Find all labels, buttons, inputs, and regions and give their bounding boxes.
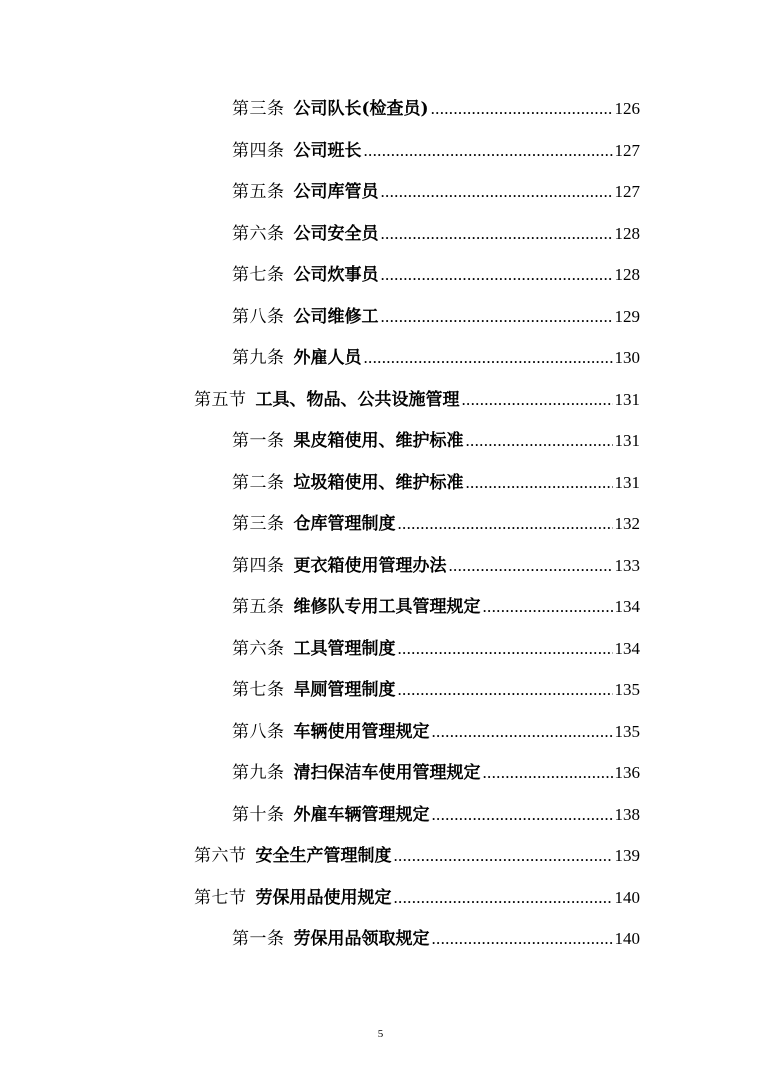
toc-title: 劳保用品使用规定 bbox=[255, 887, 392, 908]
toc-title: 更衣箱使用管理办法 bbox=[293, 555, 447, 576]
toc-number: 第九条 bbox=[232, 763, 285, 783]
toc-page-ref: 131 bbox=[614, 431, 640, 450]
toc-item[interactable] bbox=[232, 173, 640, 203]
toc-number: 第四条 bbox=[232, 140, 285, 161]
toc-item[interactable] bbox=[232, 588, 640, 618]
toc-number: 第六节 bbox=[194, 846, 247, 866]
toc-title: 工具管理制度 bbox=[293, 638, 396, 659]
toc-leader-dots bbox=[483, 596, 613, 618]
toc-leader-dots bbox=[483, 762, 613, 784]
toc-leader-dots bbox=[462, 389, 613, 411]
toc-number: 第八条 bbox=[232, 721, 285, 742]
toc-title: 公司维修工 bbox=[293, 306, 379, 327]
toc-item[interactable] bbox=[232, 298, 640, 328]
toc-page-ref: 126 bbox=[614, 99, 640, 118]
toc-leader-dots bbox=[432, 721, 613, 743]
toc-leader-dots bbox=[431, 98, 613, 120]
toc-page-ref: 134 bbox=[614, 638, 640, 658]
toc-number: 第六条 bbox=[232, 638, 285, 659]
toc-page-ref: 140 bbox=[614, 887, 640, 907]
toc-title: 清扫保洁车使用管理规定 bbox=[293, 763, 481, 783]
toc-title: 公司库管员 bbox=[293, 182, 379, 202]
toc-leader-dots bbox=[432, 928, 613, 950]
toc-title: 公司安全员 bbox=[293, 223, 379, 244]
toc-item[interactable] bbox=[232, 215, 640, 245]
toc-number: 第十条 bbox=[232, 804, 285, 825]
toc-title: 公司班长 bbox=[293, 140, 362, 161]
toc-section[interactable] bbox=[194, 381, 640, 411]
toc-page-ref: 127 bbox=[614, 182, 640, 201]
toc-page-ref: 130 bbox=[614, 348, 640, 367]
toc-leader-dots bbox=[398, 679, 613, 701]
toc-number: 第一条 bbox=[232, 431, 285, 451]
toc-item[interactable] bbox=[232, 256, 640, 286]
toc-item[interactable] bbox=[232, 464, 640, 494]
toc-page-ref: 128 bbox=[614, 265, 640, 284]
toc-title: 安全生产管理制度 bbox=[255, 846, 392, 866]
toc-item[interactable] bbox=[232, 796, 640, 826]
toc-leader-dots bbox=[449, 555, 613, 577]
toc-page-ref: 134 bbox=[614, 597, 640, 616]
toc-leader-dots bbox=[394, 887, 613, 909]
toc-page-ref: 140 bbox=[614, 929, 640, 948]
toc-item[interactable] bbox=[232, 713, 640, 743]
toc-title: 车辆使用管理规定 bbox=[293, 721, 430, 742]
toc-number: 第三条 bbox=[232, 99, 285, 119]
toc-item[interactable] bbox=[232, 90, 640, 120]
toc-title: 维修队专用工具管理规定 bbox=[293, 597, 481, 617]
toc-section[interactable] bbox=[194, 879, 640, 909]
toc-leader-dots bbox=[466, 430, 613, 452]
toc-number: 第八条 bbox=[232, 306, 285, 327]
toc-leader-dots bbox=[394, 845, 613, 867]
toc-number: 第五条 bbox=[232, 597, 285, 617]
toc-item[interactable] bbox=[232, 132, 640, 162]
toc-title: 外雇人员 bbox=[293, 348, 362, 368]
toc-page-ref: 135 bbox=[614, 680, 640, 699]
toc-page-ref: 133 bbox=[614, 555, 640, 575]
toc-item[interactable] bbox=[232, 920, 640, 950]
toc-leader-dots bbox=[364, 347, 613, 369]
toc-page-ref: 132 bbox=[614, 514, 640, 533]
toc-page-ref: 138 bbox=[614, 804, 640, 824]
toc-number: 第七节 bbox=[194, 887, 247, 908]
toc-title: 仓库管理制度 bbox=[293, 514, 396, 534]
toc-title: 公司炊事员 bbox=[293, 265, 379, 285]
toc-section[interactable] bbox=[194, 837, 640, 867]
toc-item[interactable] bbox=[232, 671, 640, 701]
toc-title: 工具、物品、公共设施管理 bbox=[255, 389, 460, 410]
toc-item[interactable] bbox=[232, 339, 640, 369]
toc-number: 第七条 bbox=[232, 680, 285, 700]
toc-page-ref: 127 bbox=[614, 140, 640, 160]
toc-leader-dots bbox=[466, 472, 613, 494]
toc-leader-dots bbox=[381, 223, 613, 245]
toc-page-ref: 136 bbox=[614, 763, 640, 782]
toc-page-ref: 139 bbox=[614, 846, 640, 865]
toc-page-ref: 128 bbox=[614, 223, 640, 243]
toc-title: 公司队长(检查员) bbox=[293, 99, 429, 119]
toc-item[interactable] bbox=[232, 547, 640, 577]
page-number: 5 bbox=[377, 1028, 384, 1040]
toc-number: 第二条 bbox=[232, 472, 285, 493]
toc-number: 第四条 bbox=[232, 555, 285, 576]
toc-number: 第五条 bbox=[232, 182, 285, 202]
toc-item[interactable] bbox=[232, 505, 640, 535]
toc-leader-dots bbox=[398, 638, 613, 660]
toc-title: 旱厕管理制度 bbox=[293, 680, 396, 700]
toc-leader-dots bbox=[381, 181, 613, 203]
toc-number: 第七条 bbox=[232, 265, 285, 285]
toc-leader-dots bbox=[398, 513, 613, 535]
toc-leader-dots bbox=[381, 264, 613, 286]
toc-number: 第五节 bbox=[194, 389, 247, 410]
toc-page-ref: 131 bbox=[614, 472, 640, 492]
toc-item[interactable] bbox=[232, 422, 640, 452]
toc-page-ref: 135 bbox=[614, 721, 640, 741]
toc-title: 劳保用品领取规定 bbox=[293, 929, 430, 949]
toc-leader-dots bbox=[432, 804, 613, 826]
toc-item[interactable] bbox=[232, 630, 640, 660]
toc-number: 第一条 bbox=[232, 929, 285, 949]
toc-item[interactable] bbox=[232, 754, 640, 784]
toc-number: 第六条 bbox=[232, 223, 285, 244]
toc-leader-dots bbox=[364, 140, 613, 162]
toc-title: 外雇车辆管理规定 bbox=[293, 804, 430, 825]
toc-number: 第三条 bbox=[232, 514, 285, 534]
toc-title: 垃圾箱使用、维护标准 bbox=[293, 472, 464, 493]
toc-title: 果皮箱使用、维护标准 bbox=[293, 431, 464, 451]
toc-number: 第九条 bbox=[232, 348, 285, 368]
toc-page-ref: 129 bbox=[614, 306, 640, 326]
toc-leader-dots bbox=[381, 306, 613, 328]
toc-page-ref: 131 bbox=[614, 389, 640, 409]
